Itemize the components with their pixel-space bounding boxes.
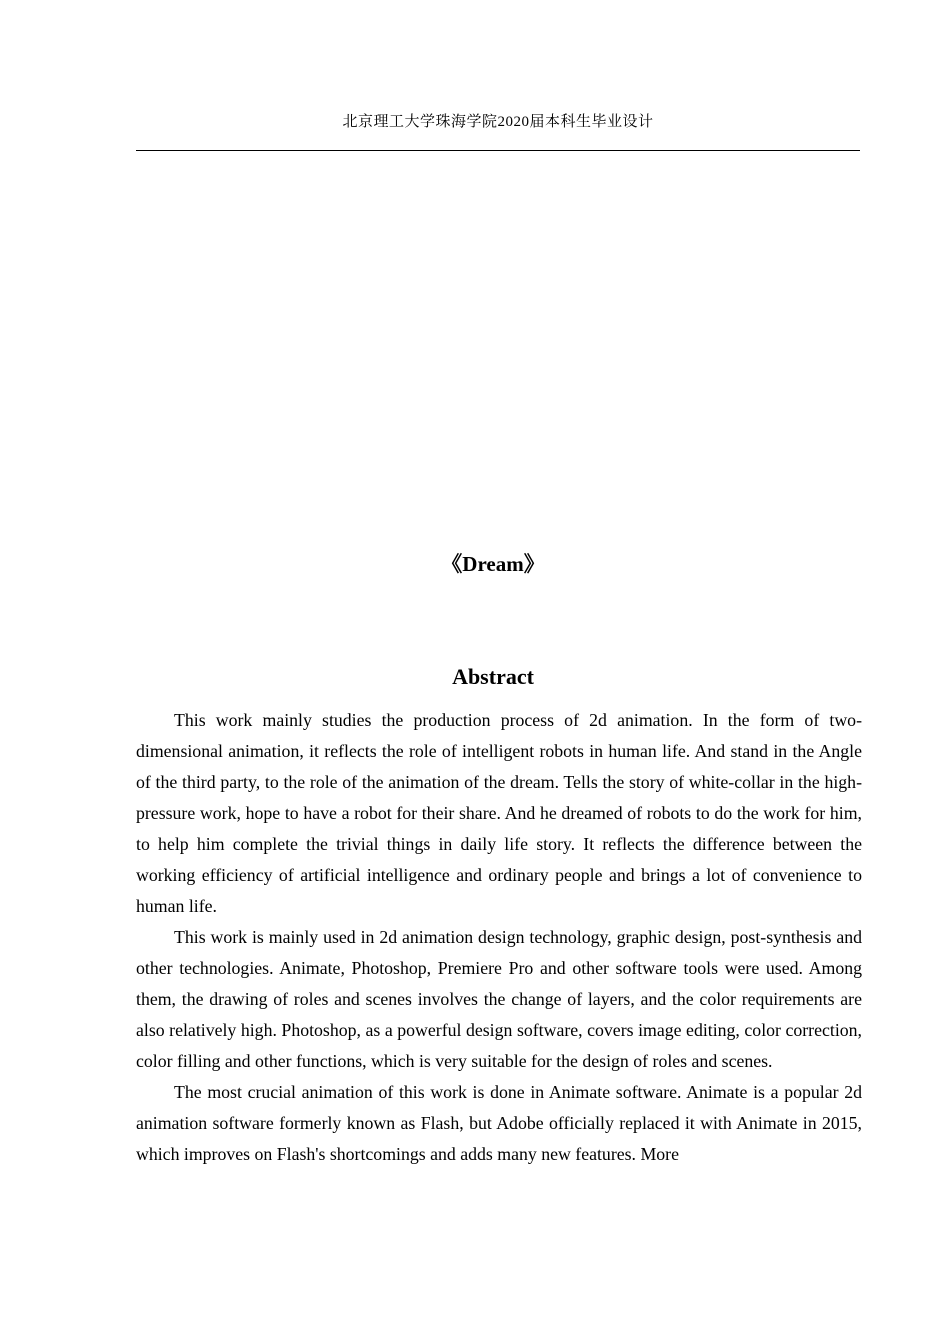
- abstract-body: [136, 705, 862, 1170]
- abstract-paragraph: The most crucial animation of this work is done in Animate software. Animate is a popular 2d animation software formerly known as Flash, but Adobe officially replaced it with Animate in 2015, which improves on Flash's shortcomings and adds many new features. More: [136, 1082, 862, 1164]
- abstract-heading: Abstract: [452, 664, 534, 689]
- abstract-paragraph: This work is mainly used in 2d animation design technology, graphic design, post-synthesis and other technologies. Animate, Photoshop, Premiere Pro and other software tools were used. Among them, the drawing of roles and scenes involves the change of layers, and the color requirements are also relatively high. Photoshop, as a powerful design software, covers image editing, color correction, color filling and other functions, which is very suitable for the design of roles and scenes.: [136, 927, 862, 1071]
- running-header: 北京理工大学珠海学院2020届本科生毕业设计: [342, 114, 654, 130]
- work-title: 《Dream》: [441, 552, 545, 576]
- header-divider: [136, 150, 860, 151]
- abstract-paragraph: This work mainly studies the production process of 2d animation. In the form of two-dimensional animation, it reflects the role of intelligent robots in human life. And stand in the Angle of the third party, to the role of the animation of the dream. Tells the story of white-collar in the high-pressure work, hope to have a robot for their share. And he dreamed of robots to do the work for him, to help him complete the trivial things in daily life story. It reflects the difference between the working efficiency of artificial intelligence and ordinary people and brings a lot of convenience to human life.: [136, 710, 862, 916]
